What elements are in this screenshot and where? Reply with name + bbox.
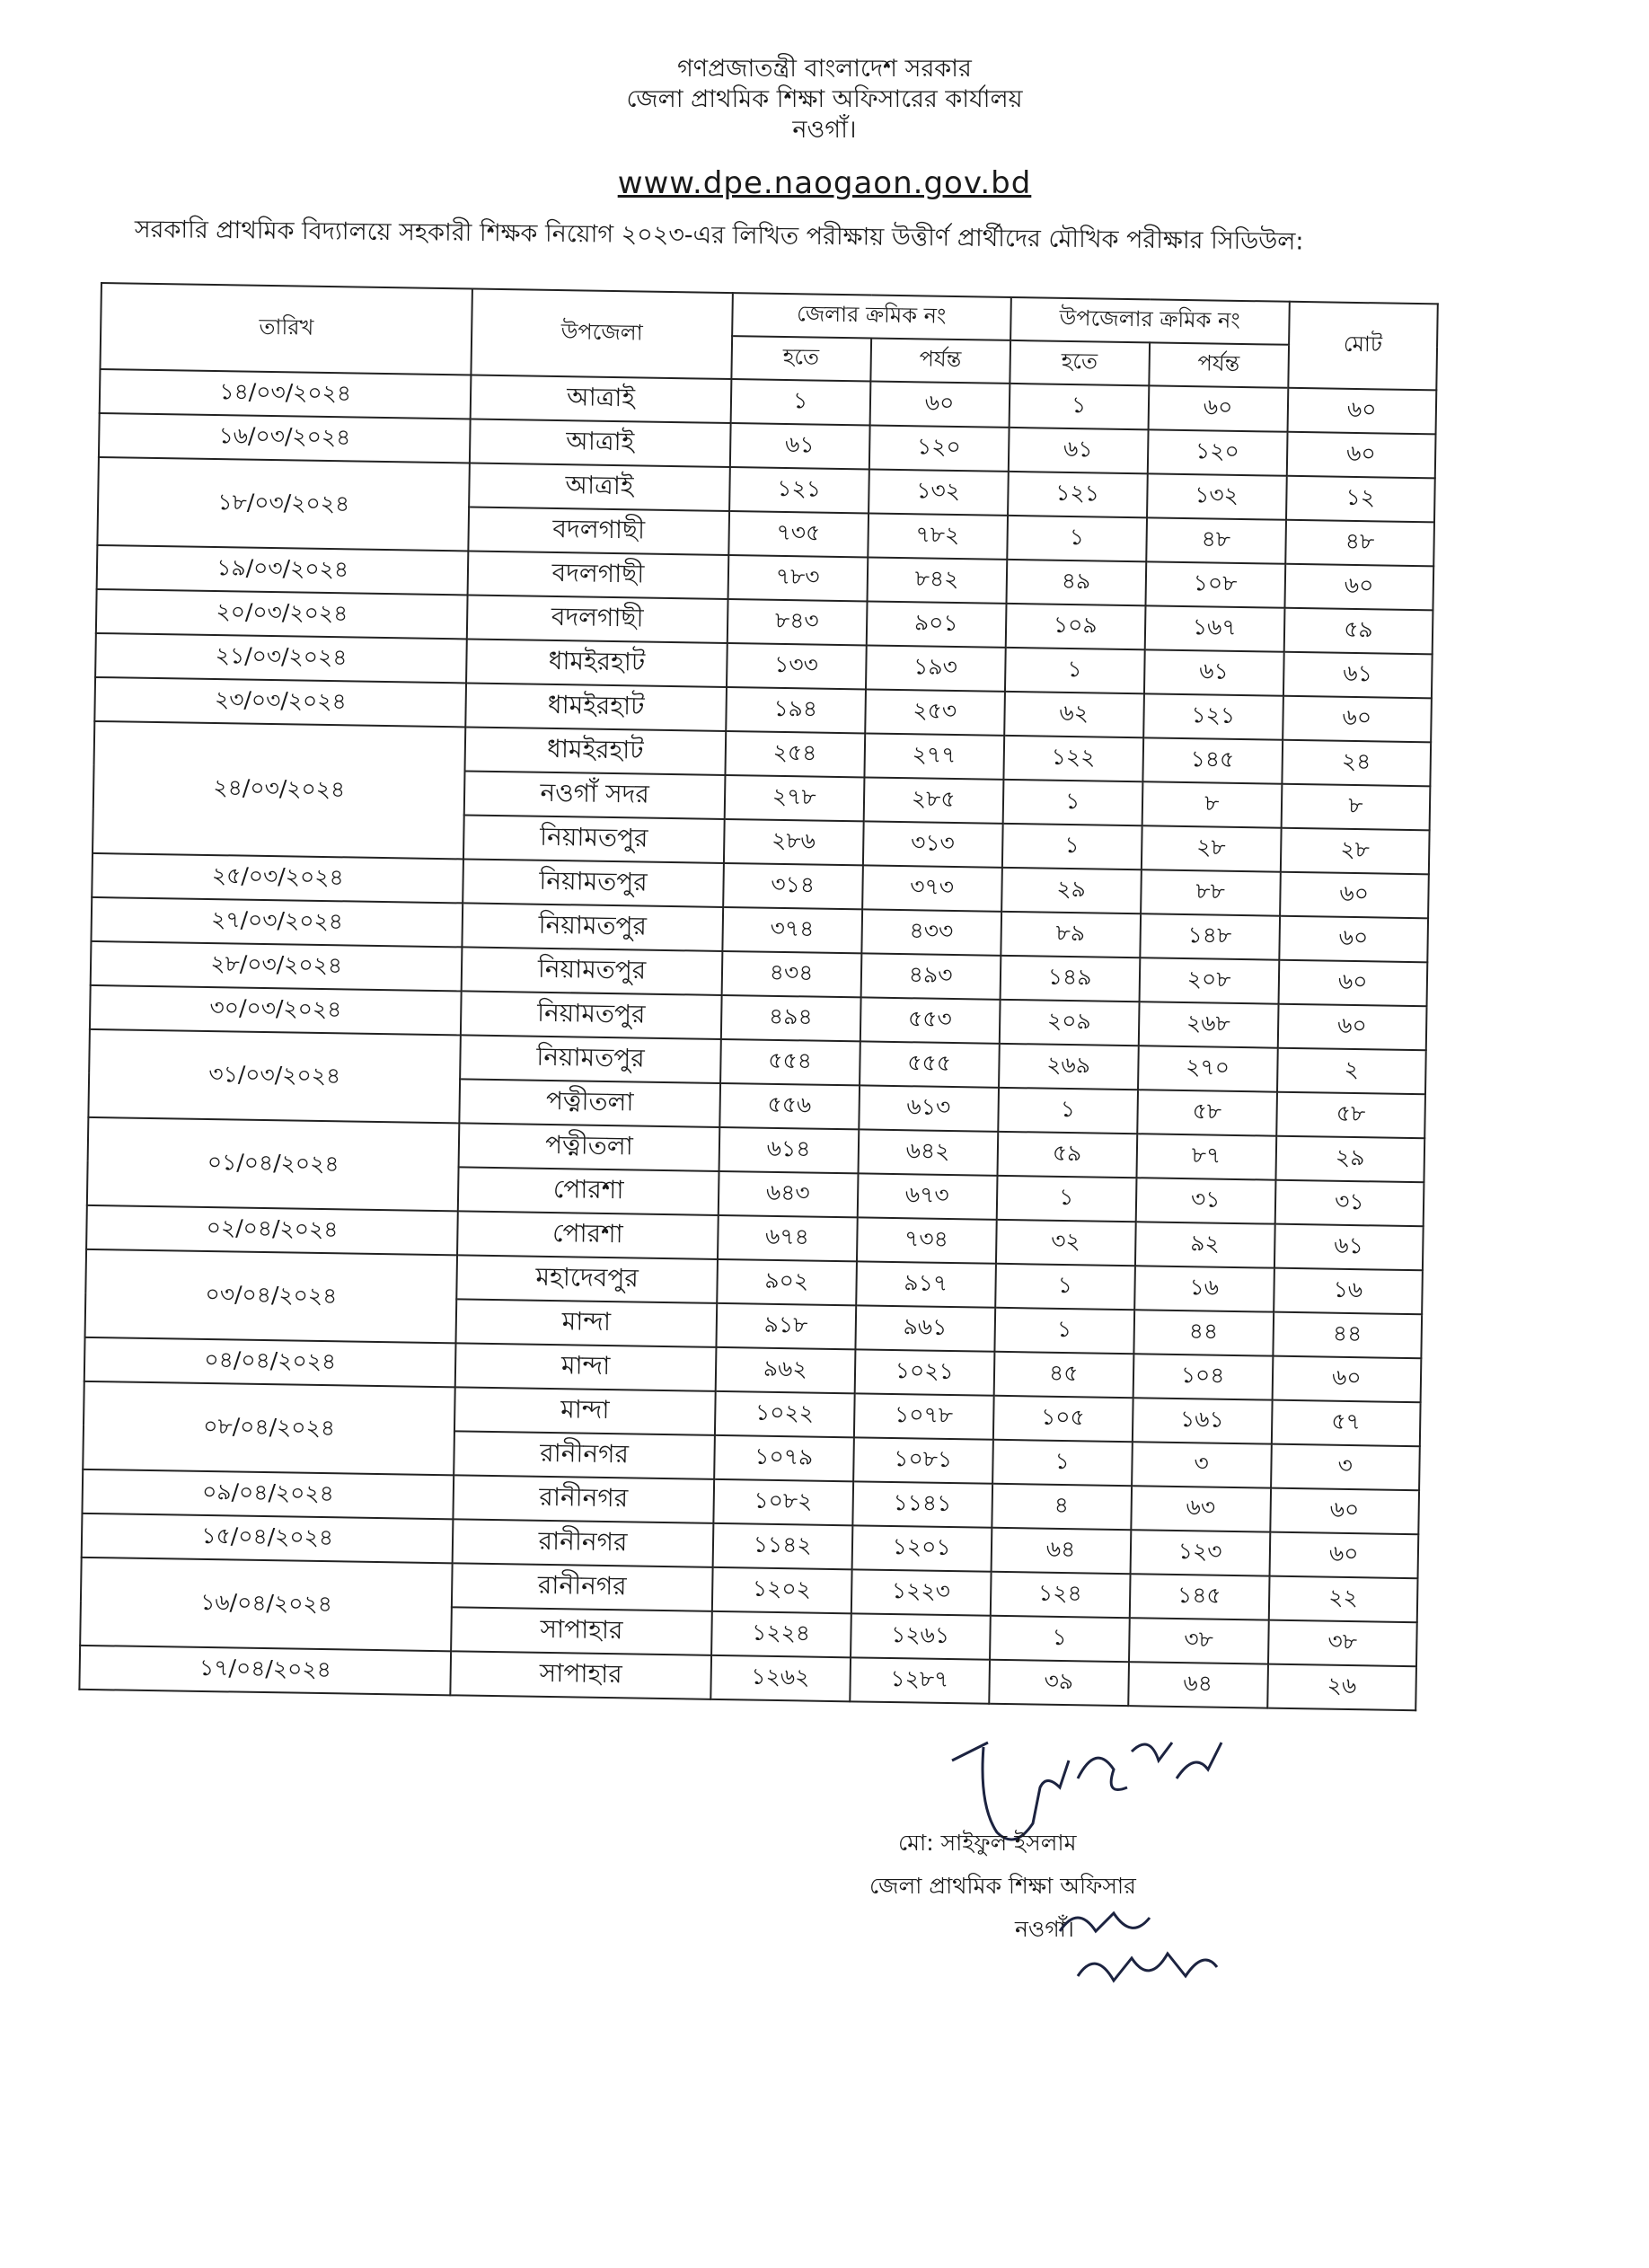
total-cell: ৬১ [1283, 652, 1433, 699]
upazila-to-cell: ১৬ [1134, 1266, 1274, 1311]
district-to-cell: ১২০১ [851, 1525, 992, 1571]
header-date: তারিখ [100, 283, 472, 375]
district-from-cell: ৫৫৪ [720, 1039, 860, 1085]
district-from-cell: ৬৪৩ [718, 1171, 858, 1217]
date-cell: ২৫/০৩/২০২৪ [92, 853, 463, 903]
total-cell: ৬০ [1270, 1488, 1419, 1535]
district-from-cell: ৯৬২ [715, 1347, 855, 1393]
district-to-cell: ১২৬১ [851, 1613, 991, 1659]
date-cell: ০২/০৪/২০২৪ [86, 1205, 458, 1255]
upazila-cell: রানীনগর [453, 1519, 713, 1567]
date-cell: ১৬/০৪/২০২৪ [80, 1558, 453, 1651]
officer-designation: জেলা প্রাথমিক শিক্ষা অফিসার [869, 1873, 1136, 1899]
upazila-cell: নিয়ামতপুর [462, 947, 722, 995]
upazila-from-cell: ১২২ [1003, 736, 1143, 781]
date-cell: ১৯/০৩/২০২৪ [97, 545, 469, 595]
upazila-from-cell: ২০৯ [999, 1000, 1139, 1046]
upazila-to-cell: ৬৩ [1131, 1486, 1271, 1531]
upazila-from-cell: ১ [995, 1264, 1135, 1310]
district-to-cell: ৫৫৩ [860, 997, 1000, 1043]
district-from-cell: ৬৭৪ [718, 1215, 858, 1261]
district-to-cell: ৬১৩ [859, 1085, 999, 1131]
office-location: নওগাঁ। [792, 116, 857, 144]
district-to-cell: ১০৭৮ [854, 1393, 994, 1439]
total-cell: ২৮ [1281, 828, 1430, 875]
upazila-cell: রানীনগর [454, 1431, 715, 1479]
upazila-cell: পত্নীতলা [460, 1079, 720, 1127]
upazila-cell: ধামইরহাট [466, 683, 727, 731]
upazila-cell: মহাদেবপুর [457, 1255, 718, 1303]
district-to-cell: ২৮৫ [863, 777, 1003, 823]
upazila-to-cell: ২৮ [1142, 825, 1282, 871]
upazila-from-cell: ৫৯ [997, 1132, 1137, 1178]
total-cell: ৬০ [1286, 432, 1435, 479]
upazila-to-cell: ১২১ [1143, 693, 1283, 739]
district-to-cell: ৭৩৪ [857, 1217, 997, 1263]
upazila-cell: বদলগাছী [469, 507, 729, 555]
district-to-cell: ১২৮৭ [850, 1657, 990, 1703]
header-upazila: উপজেলা [472, 289, 733, 380]
total-cell: ১৬ [1274, 1268, 1423, 1315]
officer-location: নওগাঁ। [1015, 1916, 1074, 1942]
upazila-from-cell: ১২৪ [990, 1572, 1130, 1618]
district-from-cell: ১০৭৯ [714, 1435, 854, 1481]
upazila-cell: ধামইরহাট [466, 639, 727, 687]
upazila-cell: নওগাঁ সদর [464, 771, 725, 819]
total-cell: ২৪ [1282, 740, 1431, 787]
district-from-cell: ৬১৪ [719, 1127, 859, 1173]
total-cell: ৩ [1271, 1444, 1420, 1491]
upazila-from-cell: ৬৪ [991, 1528, 1131, 1574]
upazila-from-cell: ৮৯ [1001, 912, 1141, 958]
district-to-cell: ৩১৩ [863, 821, 1003, 867]
upazila-from-cell: ১ [1002, 824, 1142, 869]
district-from-cell: ১৩৩ [727, 643, 867, 689]
total-cell: ৫৯ [1283, 608, 1433, 655]
upazila-cell: আত্রাই [469, 463, 729, 511]
upazila-from-cell: ৪ [992, 1484, 1132, 1530]
header-district-to: পর্যন্ত [870, 338, 1010, 383]
total-cell: ৪৪ [1273, 1312, 1422, 1359]
district-to-cell: ৬৭৩ [857, 1173, 997, 1219]
total-cell: ২৬ [1267, 1664, 1416, 1711]
date-cell: ২৭/০৩/২০২৪ [91, 897, 463, 947]
officer-name: মো: সাইফুল ইসলাম [898, 1830, 1077, 1856]
upazila-to-cell: ৬১ [1144, 649, 1284, 695]
upazila-to-cell: ১০৪ [1133, 1354, 1273, 1399]
district-from-cell: ৪৩৪ [721, 951, 861, 997]
total-cell: ২৯ [1275, 1136, 1424, 1183]
district-from-cell: ২৭৮ [724, 775, 864, 821]
upazila-cell: নিয়ামতপুর [463, 815, 724, 863]
district-from-cell: ৮৪৩ [727, 599, 867, 645]
upazila-from-cell: ২৯ [1001, 868, 1142, 913]
upazila-from-cell: ১ [998, 1088, 1138, 1134]
district-to-cell: ১০৮১ [853, 1437, 993, 1483]
upazila-to-cell: ১৪৮ [1140, 913, 1280, 959]
upazila-to-cell: ২৬৮ [1138, 1002, 1278, 1047]
upazila-cell: নিয়ামতপুর [461, 991, 721, 1039]
district-from-cell: ৬১ [730, 423, 870, 469]
district-from-cell: ১২২৪ [711, 1611, 851, 1657]
district-from-cell: ৩৭৪ [722, 907, 862, 953]
district-to-cell: ১২০ [869, 425, 1009, 471]
date-cell: ২৪/০৩/২০২৪ [93, 721, 466, 859]
district-to-cell: ২৭৭ [864, 733, 1004, 779]
upazila-to-cell: ৩১ [1135, 1178, 1275, 1223]
header-upazila-from: হতে [1010, 340, 1150, 385]
office-title: জেলা প্রাথমিক শিক্ষা অফিসারের কার্যালয় [626, 85, 1023, 113]
total-cell: ৬০ [1287, 388, 1436, 435]
district-to-cell: ১৯৩ [866, 645, 1006, 691]
upazila-cell: মান্দা [454, 1387, 715, 1435]
total-cell: ৫৭ [1271, 1400, 1420, 1447]
district-from-cell: ১০২২ [715, 1391, 855, 1437]
schedule-body [79, 369, 1436, 1710]
total-cell: ৬০ [1272, 1356, 1421, 1403]
upazila-from-cell: ১০৫ [993, 1396, 1133, 1442]
upazila-from-cell: ৪৫ [993, 1352, 1133, 1398]
total-cell: ৩৮ [1268, 1620, 1417, 1667]
date-cell: ০৩/০৪/২০২৪ [85, 1249, 458, 1343]
date-cell: ২৩/০৩/২০২৪ [94, 677, 466, 727]
district-to-cell: ১৩২ [869, 469, 1009, 515]
upazila-to-cell: ১৩২ [1147, 473, 1287, 519]
upazila-cell: বদলগাছী [467, 595, 728, 643]
header-district-serial: জেলার ক্রমিক নং [732, 293, 1011, 340]
total-cell: ৬০ [1269, 1532, 1418, 1579]
upazila-from-cell: ১ [1009, 384, 1149, 429]
upazila-from-cell: ১ [990, 1616, 1130, 1662]
total-cell: ২২ [1268, 1576, 1417, 1623]
district-from-cell: ১০৮২ [713, 1479, 853, 1525]
upazila-to-cell: ১৪৫ [1129, 1574, 1269, 1619]
upazila-cell: রানীনগর [452, 1563, 712, 1611]
schedule-subtitle: সরকারি প্রাথমিক বিদ্যালয়ে সহকারী শিক্ষক নিয়োগ ২০২৩-এর লিখিত পরীক্ষায় উত্তীর্ণ প্রার্থীদের মৌখিক পরীক্ষার সিডিউল: [134, 215, 1304, 256]
upazila-from-cell: ১ [994, 1308, 1134, 1354]
upazila-from-cell: ১ [992, 1440, 1133, 1486]
upazila-cell: নিয়ামতপুর [460, 1035, 720, 1083]
upazila-cell: মান্দা [456, 1299, 717, 1347]
district-to-cell: ১১৪১ [852, 1481, 992, 1527]
upazila-cell: বদলগাছী [468, 551, 728, 599]
district-to-cell: ৬০ [869, 381, 1010, 427]
upazila-to-cell: ১২৩ [1130, 1530, 1270, 1575]
upazila-cell: নিয়ামতপুর [463, 859, 724, 907]
upazila-from-cell: ১ [996, 1176, 1136, 1222]
total-cell: ৬০ [1284, 564, 1433, 611]
district-to-cell: ১২২৩ [851, 1569, 991, 1615]
upazila-to-cell: ৯২ [1135, 1222, 1275, 1267]
district-from-cell: ১৯৪ [726, 687, 866, 733]
upazila-cell: পোরশা [458, 1167, 719, 1215]
date-cell: ১৫/০৪/২০২৪ [82, 1513, 454, 1563]
upazila-cell: সাপাহার [451, 1607, 711, 1655]
document-header [0, 54, 1649, 201]
upazila-from-cell: ১৪৯ [1000, 956, 1140, 1002]
upazila-cell: পত্নীতলা [459, 1123, 719, 1171]
total-cell: ৬০ [1278, 960, 1427, 1007]
district-to-cell: ৯০১ [866, 601, 1006, 647]
district-to-cell: ২৫৩ [865, 689, 1005, 735]
total-cell: ৫৮ [1276, 1092, 1425, 1139]
date-cell: ০৯/০৪/২০২৪ [82, 1469, 454, 1519]
total-cell: ৪৮ [1285, 520, 1434, 567]
upazila-from-cell: ৬১ [1008, 428, 1148, 473]
header-district-from: হতে [731, 336, 871, 381]
total-cell: ৬০ [1279, 916, 1428, 963]
upazila-cell: সাপাহার [451, 1651, 711, 1699]
district-from-cell: ২৮৬ [724, 819, 864, 865]
upazila-cell: আত্রাই [471, 375, 731, 423]
district-from-cell: ১ [730, 379, 870, 425]
upazila-cell: আত্রাই [470, 419, 730, 467]
total-cell: ২ [1277, 1048, 1426, 1095]
district-to-cell: ৯৬১ [855, 1305, 995, 1351]
date-cell: ২০/০৩/২০২৪ [96, 589, 468, 639]
district-to-cell: ৫৫৫ [860, 1041, 1000, 1087]
upazila-to-cell: ৬০ [1148, 385, 1288, 431]
upazila-cell: নিয়ামতপুর [463, 903, 723, 951]
district-from-cell: ২৫৪ [725, 731, 865, 777]
upazila-from-cell: ২৬৯ [999, 1044, 1139, 1090]
upazila-to-cell: ৬৪ [1128, 1662, 1268, 1708]
district-from-cell: ১২৬২ [710, 1655, 851, 1701]
upazila-from-cell: ১ [1005, 648, 1145, 693]
total-cell: ৮ [1281, 784, 1430, 831]
govt-title: গণপ্রজাতন্ত্রী বাংলাদেশ সরকার [677, 55, 972, 83]
date-cell: ০৪/০৪/২০২৪ [84, 1337, 456, 1387]
district-from-cell: ৩১৪ [723, 863, 863, 909]
schedule-table [78, 282, 1438, 1711]
total-cell: ৬০ [1280, 872, 1429, 919]
date-cell: ০১/০৪/২০২৪ [87, 1117, 460, 1211]
upazila-to-cell: ৩ [1132, 1442, 1272, 1487]
date-scribble [1042, 1895, 1230, 1994]
date-cell: ৩১/০৩/২০২৪ [88, 1029, 461, 1123]
total-cell: ৩১ [1274, 1180, 1424, 1227]
header-upazila-serial: উপজেলার ক্রমিক নং [1010, 297, 1290, 345]
upazila-to-cell: ৩৮ [1129, 1618, 1269, 1663]
district-to-cell: ৭৮২ [868, 513, 1008, 559]
upazila-to-cell: ২৭০ [1138, 1046, 1278, 1091]
district-to-cell: ৮৪২ [867, 557, 1007, 603]
total-cell: ৬১ [1274, 1224, 1424, 1271]
district-from-cell: ৭৮৩ [728, 555, 868, 601]
upazila-to-cell: ১৬৭ [1144, 605, 1284, 651]
upazila-to-cell: ১৬১ [1133, 1398, 1273, 1443]
upazila-to-cell: ৮ [1142, 781, 1282, 827]
date-cell: ৩০/০৩/২০২৪ [90, 985, 462, 1035]
total-cell: ১২ [1286, 476, 1435, 523]
date-cell: ২১/০৩/২০২৪ [95, 633, 467, 683]
district-to-cell: ৩৭৩ [862, 865, 1002, 911]
district-from-cell: ৯১৮ [716, 1303, 856, 1349]
district-from-cell: ৫৫৬ [719, 1083, 860, 1129]
upazila-from-cell: ৪৯ [1006, 560, 1146, 605]
upazila-from-cell: ৬২ [1004, 692, 1144, 737]
upazila-to-cell: ১০৮ [1145, 561, 1285, 607]
date-cell: ১৭/০৪/২০২৪ [79, 1646, 451, 1695]
upazila-cell: মান্দা [455, 1343, 716, 1391]
upazila-to-cell: ১২০ [1147, 429, 1287, 475]
district-from-cell: ৯০২ [717, 1259, 857, 1305]
upazila-from-cell: ৩৯ [989, 1660, 1129, 1706]
district-to-cell: ৬৪২ [858, 1129, 998, 1175]
upazila-from-cell: ১০৯ [1005, 604, 1145, 649]
header-upazila-to: পর্যন্ত [1149, 342, 1289, 387]
upazila-to-cell: ৪৮ [1146, 517, 1286, 563]
date-cell: ১৪/০৩/২০২৪ [100, 369, 472, 419]
district-from-cell: ১২০২ [711, 1567, 851, 1613]
upazila-from-cell: ১ [1007, 516, 1147, 561]
district-to-cell: ১০২১ [854, 1349, 994, 1395]
date-cell: ০৮/০৪/২০২৪ [83, 1381, 455, 1475]
upazila-to-cell: ২০৮ [1139, 958, 1279, 1003]
upazila-cell: রানীনগর [454, 1475, 714, 1523]
district-to-cell: ৪৯৩ [860, 953, 1001, 999]
district-from-cell: ৭৩৫ [728, 511, 869, 557]
schedule-table-container [78, 282, 1438, 1711]
district-from-cell: ৪৯৪ [721, 995, 861, 1041]
upazila-to-cell: ৮৭ [1136, 1134, 1276, 1179]
total-cell: ৬০ [1277, 1004, 1426, 1051]
upazila-from-cell: ৩২ [996, 1220, 1136, 1266]
upazila-from-cell: ১ [1002, 780, 1142, 825]
date-cell: ১৬/০৩/২০২৪ [99, 413, 471, 463]
website-link[interactable]: www.dpe.naogaon.gov.bd [617, 165, 1032, 201]
upazila-to-cell: ১৪৫ [1142, 737, 1283, 783]
upazila-cell: পোরশা [457, 1211, 718, 1259]
upazila-cell: ধামইরহাট [465, 727, 726, 775]
district-from-cell: ১১৪২ [712, 1523, 852, 1569]
total-cell: ৬০ [1283, 696, 1432, 743]
district-from-cell: ১২১ [729, 467, 869, 513]
upazila-to-cell: ৮৮ [1141, 869, 1281, 915]
district-to-cell: ৪৩৩ [861, 909, 1001, 955]
date-cell: ২৮/০৩/২০২৪ [91, 941, 463, 991]
district-to-cell: ৯১৭ [856, 1261, 996, 1307]
header-total: মোট [1288, 302, 1438, 391]
upazila-to-cell: ৫৮ [1137, 1090, 1277, 1135]
upazila-to-cell: ৪৪ [1133, 1310, 1274, 1355]
date-cell: ১৮/০৩/২০২৪ [97, 457, 470, 551]
upazila-from-cell: ১২১ [1008, 472, 1148, 517]
